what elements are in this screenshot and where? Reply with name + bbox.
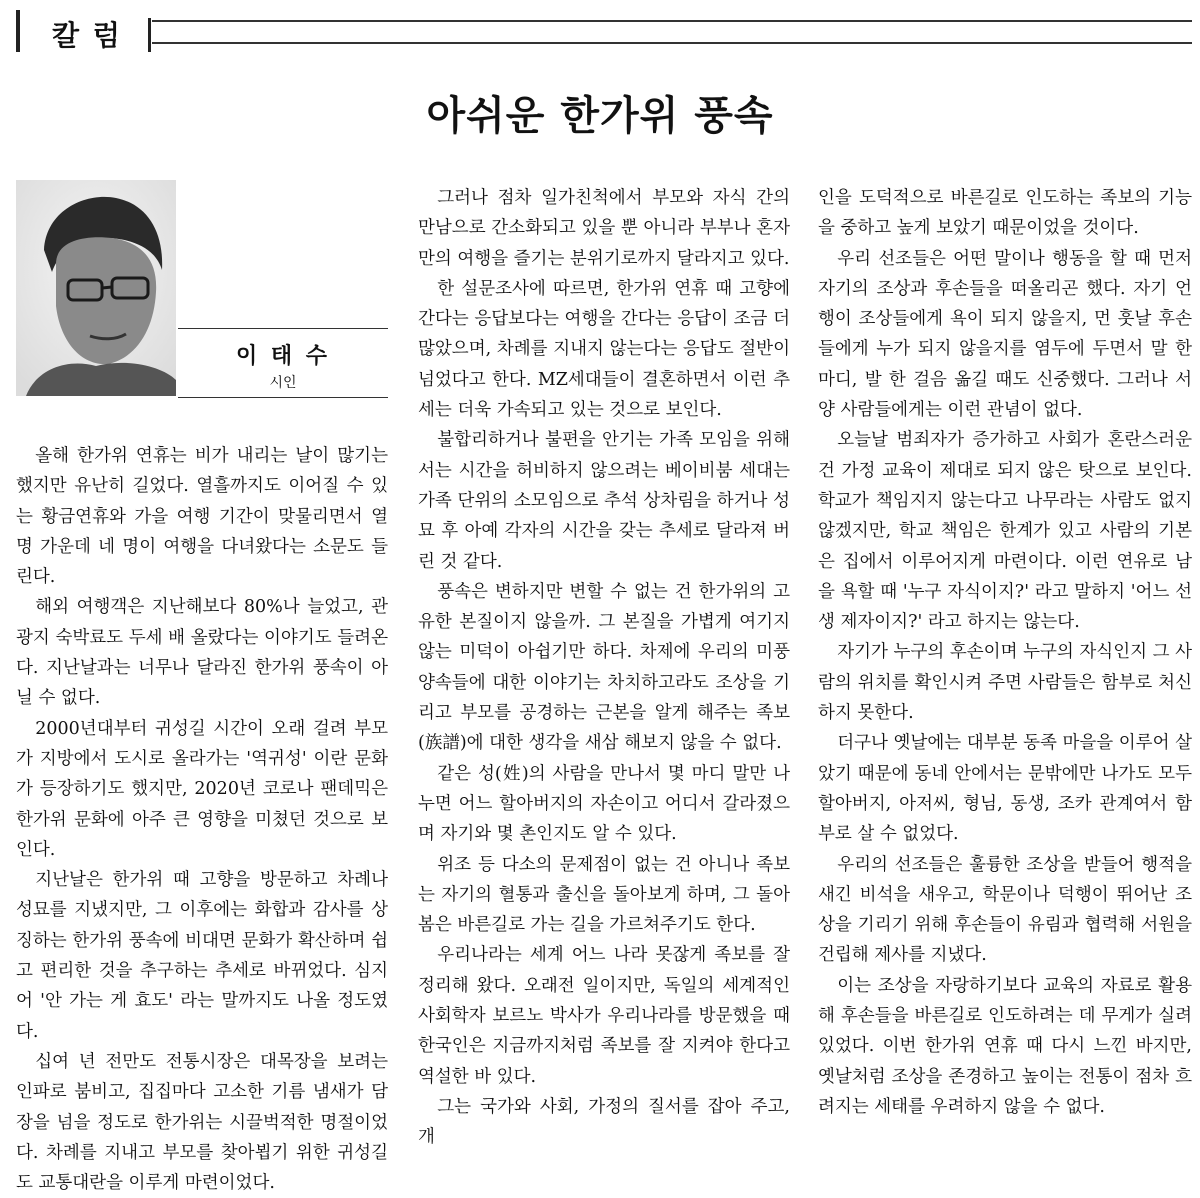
article-column-2 (418, 183, 790, 1153)
paragraph: 그러나 점차 일가친척에서 부모와 자식 간의 만남으로 간소화되고 있을 뿐 아니라 부부나 혼자만의 여행을 즐기는 분위기로까지 달라지고 있다. (418, 188, 790, 269)
paragraph: 지난날은 한가위 때 고향을 방문하고 차례나 성묘를 지냈지만, 그 이후에는 화합과 감사를 상징하는 한가위 풍속에 비대면 문화가 확산하며 쉽고 편리한 것을 추구하는 추세로 바뀌었다. 심지어 '안 가는 게 효도' 라는 말까지도 나올 정도였다. (16, 870, 388, 1042)
header-rule-top (152, 20, 1192, 22)
paragraph: 우리나라는 세계 어느 나라 못잖게 족보를 잘 정리해 왔다. 오래전 일이지만, 독일의 세계적인 사회학자 보르노 박사가 우리나라를 방문했을 때 한국인은 지금까지처럼 족보를 잘 지켜야 한다고 역설한 바 있다. (418, 945, 790, 1087)
author-role: 시인 (269, 375, 297, 391)
author-photo (16, 180, 176, 396)
paragraph: 이는 조상을 자랑하기보다 교육의 자료로 활용해 후손들을 바른길로 인도하려는 데 무게가 실려 있었다. 이번 한가위 연휴 때 다시 느낀 바지만, 옛날처럼 조상을 존경하고 높이는 전통이 점차 흐려지는 세태를 우려하지 않을 수 없다. (818, 975, 1192, 1117)
paragraph: 해외 여행객은 지난해보다 80%나 늘었고, 관광지 숙박료도 두세 배 올랐다는 이야기도 들려온다. 지난날과는 너무나 달라진 한가위 풍속이 아닐 수 없다. (16, 597, 388, 709)
article-column-3 (818, 183, 1192, 1122)
paragraph: 풍속은 변하지만 변할 수 없는 건 한가위의 고유한 본질이지 않을까. 그 본질을 가볍게 여기지 않는 미덕이 아쉽기만 하다. 차제에 우리의 미풍양속들에 대한 이야기는 차치하고라도 조상을 기리고 부모를 공경하는 근본을 알게 해주는 족보(族譜)에 대한 생각을 새삼 해보지 않을 수 없다. (418, 581, 790, 754)
paragraph: 그는 국가와 사회, 가정의 질서를 잡아 주고, 개 (418, 1096, 790, 1148)
section-label: 칼 럼 (52, 19, 122, 52)
paragraph: 같은 성(姓)의 사람을 만나서 몇 마디 말만 나누면 어느 할아버지의 자손이고 어디서 갈라졌으며 자기와 몇 촌인지도 알 수 있다. (418, 763, 790, 845)
paragraph: 우리 선조들은 어떤 말이나 행동을 할 때 먼저 자기의 조상과 후손들을 떠올리곤 했다. 자기 언행이 조상들에게 욕이 되지 않을지, 먼 훗날 후손들에게 누가 되지 않을지를 염두에 두면서 말 한마디, 발 한 걸음 옮길 때도 신중했다. 그러나 서양 사람들에게는 이런 관념이 없다. (818, 248, 1192, 421)
article-title: 아쉬운 한가위 풍속 (426, 93, 774, 139)
author-name: 이 태 수 (235, 344, 331, 369)
header-bar-left (16, 10, 20, 52)
paragraph: 오늘날 범죄자가 증가하고 사회가 혼란스러운 건 가정 교육이 제대로 되지 않은 탓으로 보인다. 학교가 책임지지 않는다고 나무라는 사람도 없지 않겠지만, 학교 책임은 한계가 있고 사람의 기본은 집에서 이루어지게 마련이다. 이런 연유로 남을 욕할 때 '누구 자식이지?' 라고 말하지 '어느 선생 제자이지?' 라고 하지는 않는다. (818, 430, 1192, 633)
header-bar-divider (148, 18, 151, 52)
section-header (0, 0, 1200, 60)
paragraph: 더구나 옛날에는 대부분 동족 마을을 이루어 살았기 때문에 동네 안에서는 문밖에만 나가도 모두 할아버지, 아저씨, 형님, 동생, 조카 관계여서 함부로 살 수 없었다. (818, 733, 1192, 845)
paragraph: 십여 년 전만도 전통시장은 대목장을 보려는 인파로 붐비고, 집집마다 고소한 기름 냄새가 담장을 넘을 정도로 한가위는 시끌벅적한 명절이었다. 차례를 지내고 부모를 찾아뵙기 위한 귀성길도 교통대란을 이루게 마련이었다. (16, 1051, 388, 1194)
paragraph: 올해 한가위 연휴는 비가 내리는 날이 많기는 했지만 유난히 길었다. 열흘까지도 이어질 수 있는 황금연휴와 가을 여행 기간이 맞물리면서 열 명 가운데 네 명이 여행을 다녀왔다는 소문도 들린다. (16, 446, 388, 588)
paragraph: 불합리하거나 불편을 안기는 가족 모임을 위해서는 시간을 허비하지 않으려는 베이비붐 세대는 가족 단위의 소모임으로 추석 상차림을 하거나 성묘 후 아예 각자의 시간을 갖는 추세로 달라져 버린 것 같다. (418, 430, 790, 572)
author-portrait-image (16, 180, 176, 396)
author-byline (178, 328, 388, 398)
header-rule-bottom (152, 42, 1192, 44)
paragraph: 우리의 선조들은 훌륭한 조상을 받들어 행적을 새긴 비석을 새우고, 학문이나 덕행이 뛰어난 조상을 기리기 위해 후손들이 유림과 협력해 서원을 건립해 제사를 지냈다. (818, 854, 1192, 966)
paragraph: 위조 등 다소의 문제점이 없는 건 아니나 족보는 자기의 혈통과 출신을 돌아보게 하며, 그 돌아봄은 바른길로 가는 길을 가르쳐주기도 한다. (418, 854, 790, 936)
paragraph: 2000년대부터 귀성길 시간이 오래 걸려 부모가 지방에서 도시로 올라가는 '역귀성' 이란 문화가 등장하기도 했지만, 2020년 코로나 팬데믹은 한가위 문화에 아주 큰 영향을 미쳤던 것으로 보인다. (16, 718, 388, 860)
article-column-1 (16, 441, 388, 1198)
paragraph-continued: 인을 도덕적으로 바른길로 인도하는 족보의 기능을 중하고 높게 보았기 때문이었을 것이다. (818, 188, 1192, 239)
paragraph: 한 설문조사에 따르면, 한가위 연휴 때 고향에 간다는 응답보다는 여행을 간다는 응답이 조금 더 많았으며, 차례를 지내지 않는다는 응답도 절반이 넘었다고 한다. MZ세대들이 결혼하면서 이런 추세는 더욱 가속되고 있는 것으로 보인다. (418, 278, 790, 421)
paragraph: 자기가 누구의 후손이며 누구의 자식인지 그 사람의 위치를 확인시켜 주면 사람들은 함부로 처신하지 못한다. (818, 642, 1192, 724)
